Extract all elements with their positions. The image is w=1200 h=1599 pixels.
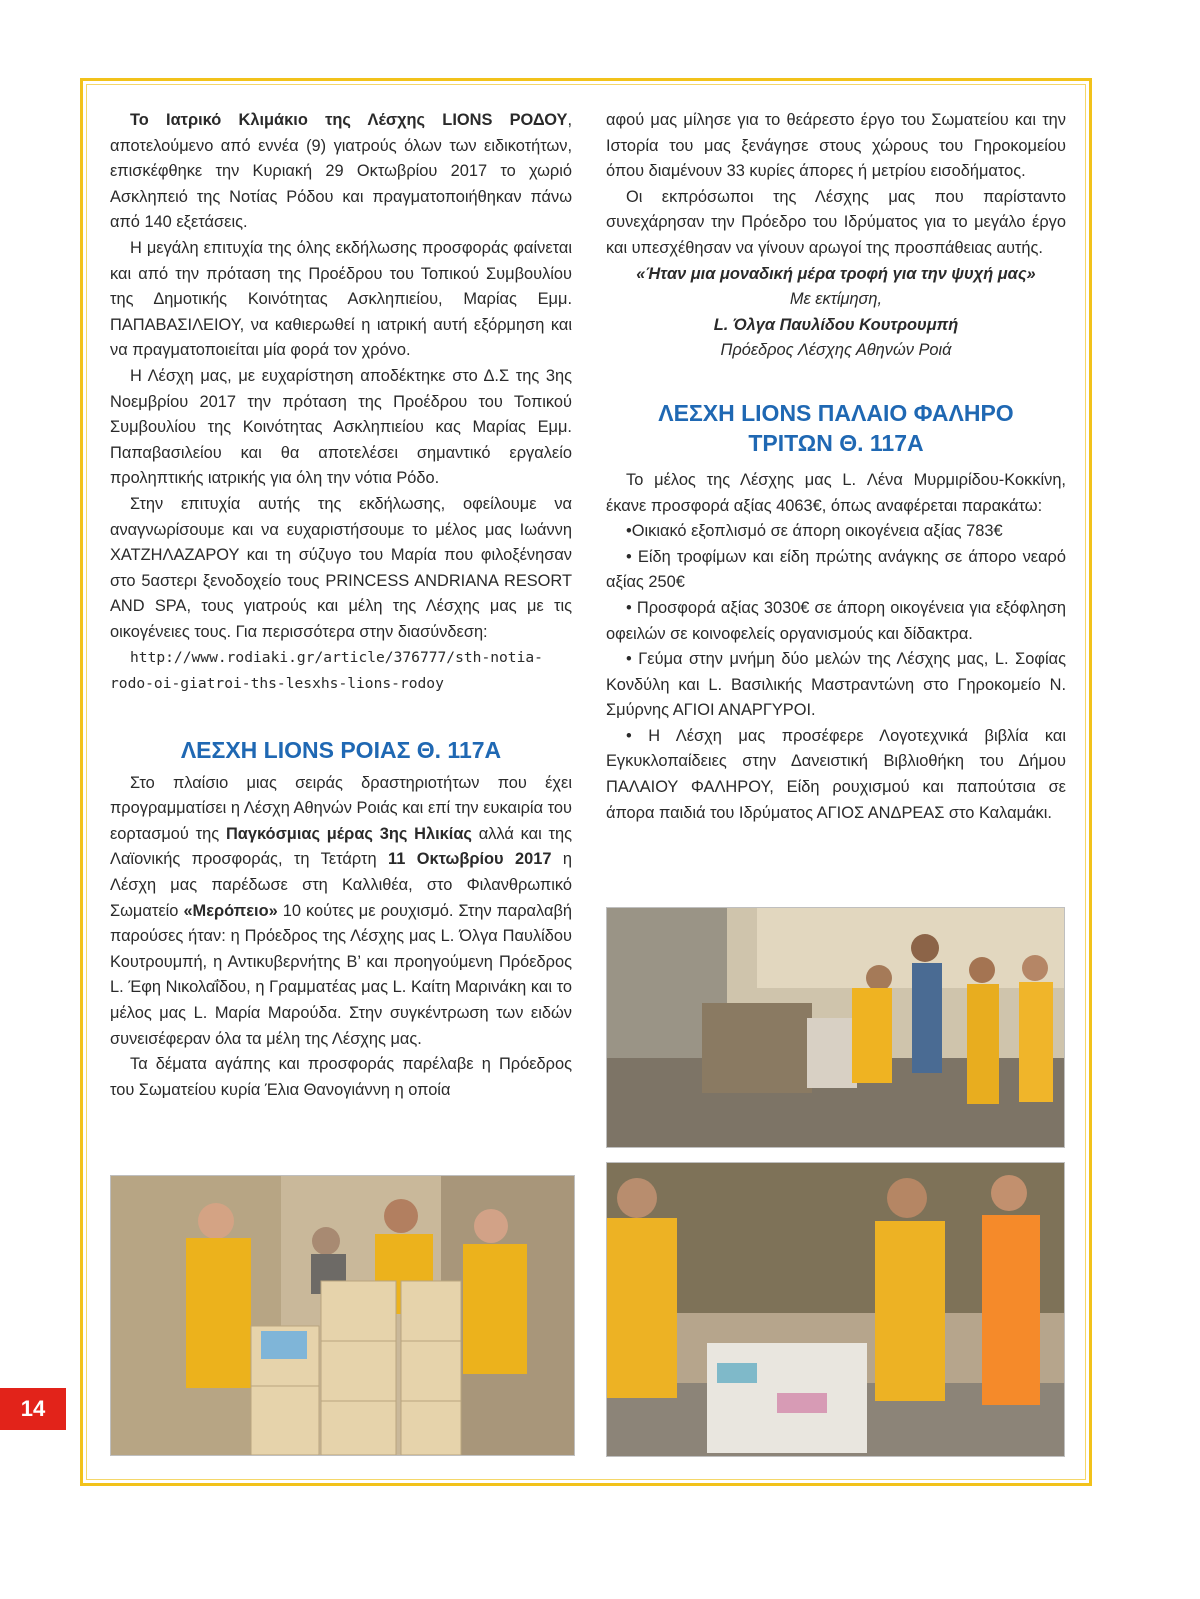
text-span: , αποτελούμενο από εννέα (9) γιατρούς όλων των ειδικοτήτων, επισκέφθηκε την Κυριακή 29 Οκτωβρίου 2017 το χωριό Ασκληπειό της Νοτίας Ρόδου και πραγματοποιήθηκαν πάνω από 140 εξετάσεις. <box>110 111 572 232</box>
paragraph: Η Λέσχη μας, με ευχαρίστηση αποδέκτηκε στο Δ.Σ της 3ης Νοεμβρίου 2017 την πρόταση της Προέδρου του Τοπικού Συμβουλίου της Κοινότητας Ασκληπιείου κας Μαρίας Εμμ. Παπαβασιλείου και θα αποτελέσει σημαντικό εργαλείο προληπτικής ιατρικής για όλη την νότια Ρόδο. <box>110 366 572 488</box>
photo-illustration <box>607 1163 1064 1456</box>
section-heading-roia: ΛΕΣΧΗ LIONS ΡΟΙΑΣ Θ. 117Α <box>180 736 502 763</box>
photo-clothing-donation <box>606 1162 1065 1457</box>
article-link[interactable]: http://www.rodiaki.gr/article/376777/sth-notia-rodo-oi-giatroi-ths-lesxhs-lions-rodoy <box>110 649 543 693</box>
text-span: Στο πλαίσιο μιας σειράς δραστηριοτήτων που έχει προγραμματίσει η Λέσχη Αθηνών Ροιάς και επί την ευκαιρία του εορτασμού της <box>110 773 572 843</box>
list-item: • Η Λέσχη μας προσέφερε Λογοτεχνικά βιβλία και Εγκυκλοπαίδειες στην Δανειστική Βιβλιοθήκη του Δήμου ΠΑΛΑΙΟΥ ΦΑΛΗΡΟΥ, Είδη ρουχισμού και παπούτσια σε άπορα παιδιά του Ιδρύματος ΑΓΙΟΣ ΑΝΔΡΕΑΣ στο Καλαμάκι. <box>606 726 1066 822</box>
heading-line: ΛΕΣΧΗ LIONS ΠΑΛΑΙΟ ΦΑΛΗΡΟ <box>658 399 1014 426</box>
paragraph: Οι εκπρόσωποι της Λέσχης μας που παρίσταντο συνεχάρησαν την Πρόεδρο του Ιδρύματος για το μεγάλο έργο και υπεσχέθησαν να γίνουν αρωγοί της προσπάθειας αυτής. <box>606 187 1066 257</box>
section-heading-faliro <box>606 398 1066 458</box>
signature-name: L. Όλγα Παυλίδου Κουτρουμπή <box>713 315 959 334</box>
quote: «Ήταν μια μοναδική μέρα τροφή για την ψυχή μας» <box>636 264 1036 283</box>
list-item: • Προσφορά αξίας 3030€ σε άπορη οικογένεια για εξόφληση οφειλών σε κοινοφελείς οργανισμούς και δίδακτρα. <box>606 598 1066 643</box>
signature-greeting: Με εκτίμηση, <box>789 290 883 309</box>
bold-span: «Μερόπειο» <box>183 901 278 920</box>
list-item: • Είδη τροφίμων και είδη πρώτης ανάγκης σε άπορο νεαρό αξίας 250€ <box>606 547 1066 592</box>
left-column <box>110 108 572 1103</box>
right-column <box>606 108 1066 826</box>
bold-span: Παγκόσμιας μέρας 3ης Ηλικίας <box>225 824 472 843</box>
text-span: 10 κούτες με ρουχισμό. Στην παραλαβή παρούσες ήταν: η Πρόεδρος της Λέσχης μας L. Όλγα Παυλίδου Κουτρουμπή, η Αντικυβερνήτης Β’ και προηγούμενη Πρόεδρος L. Έφη Νικολαΐδου, η Γραμματέας μας L. Καίτη Μαρινάκη και το μέλος μας L. Μαρία Μαρούδα. Στην συγκέντρωση των ειδών συνεισέφεραν όλα τα μέλη της Λέσχης μας. <box>110 901 572 1048</box>
signature-role: Πρόεδρος Λέσχης Αθηνών Ροιά <box>720 341 952 360</box>
paragraph: Η μεγάλη επιτυχία της όλης εκδήλωσης προσφοράς φαίνεται και από την πρόταση της Προέδρου του Τοπικού Συμβουλίου της Δημοτικής Κοινότητας Ασκληπιείου, Μαρίας Εμμ. ΠΑΠΑΒΑΣΙΛΕΙΟΥ, να καθιερωθεί η ιατρική αυτή εξόρμηση και να πραγματοποιείται μία φορά τον χρόνο. <box>110 238 572 360</box>
paragraph: αφού μας μίλησε για το θεάρεστο έργο του Σωματείου και την Ιστορία του μας ξενάγησε στους χώρους του Γηροκομείου όπου διαμένουν 33 κυρίες άπορες ή μετρίου εισοδήματος. <box>606 111 1066 181</box>
paragraph: Τα δέματα αγάπης και προσφοράς παρέλαβε η Πρόεδρος του Σωματείου κυρία Έλια Θανογιάννη η οποία <box>110 1055 572 1099</box>
photo-illustration <box>607 908 1064 1147</box>
text-span: η Λέσχη μας παρέδωσε στη Καλλιθέα, στο Φιλανθρωπικό Σωματείο <box>110 850 572 920</box>
page-number: 14 <box>0 1388 66 1430</box>
list-item: • Γεύμα στην μνήμη δύο μελών της Λέσχης μας, L. Σοφίας Κονδύλη και L. Βασιλικής Μαστραντώνη στο Γηροκομείο Ν. Σμύρνης ΑΓΙΟΙ ΑΝΑΡΓΥΡΟΙ. <box>606 650 1066 720</box>
paragraph: Στην επιτυχία αυτής της εκδήλωσης, οφείλουμε να αναγνωρίσουμε και να ευχαριστήσουμε το μέλος μας Ιωάννη ΧΑΤΖΗΛΑΖΑΡΟΥ και τη σύζυγο του Μαρία που φιλοξένησαν στο 5αστερι ξενοδοχείο τους PRINCESS ANDRIANA RESORT AND SPA, τους γιατρούς και μέλη της Λέσχης μας με τις οικογένειες τους. Για περισσότερα στην διασύνδεση: <box>110 494 572 641</box>
list-item: •Οικιακό εξοπλισμό σε άπορη οικογένεια αξίας 783€ <box>626 522 1003 541</box>
photo-illustration <box>111 1176 574 1455</box>
heading-line: ΤΡΙΤΩΝ Θ. 117Α <box>748 429 924 456</box>
text-span: αλλά και της Λαϊονικής προσφοράς, τη Τετάρτη <box>110 824 572 869</box>
paragraph-roia <box>110 771 572 1053</box>
bold-lead: Το Ιατρικό Κλιμάκιο της Λέσχης LIONS ΡΟΔΟΥ <box>130 111 568 129</box>
photo-books-donation <box>606 907 1065 1148</box>
bold-span: 11 Οκτωβρίου 2017 <box>387 850 552 869</box>
paragraph: Το μέλος της Λέσχης μας L. Λένα Μυρμιρίδου-Κοκκίνη, έκανε προσφορά αξίας 4063€, όπως αναφέρεται παρακάτω: <box>606 470 1066 515</box>
paragraph-rhodes-intro <box>110 108 572 236</box>
photo-boxes-donation <box>110 1175 575 1456</box>
